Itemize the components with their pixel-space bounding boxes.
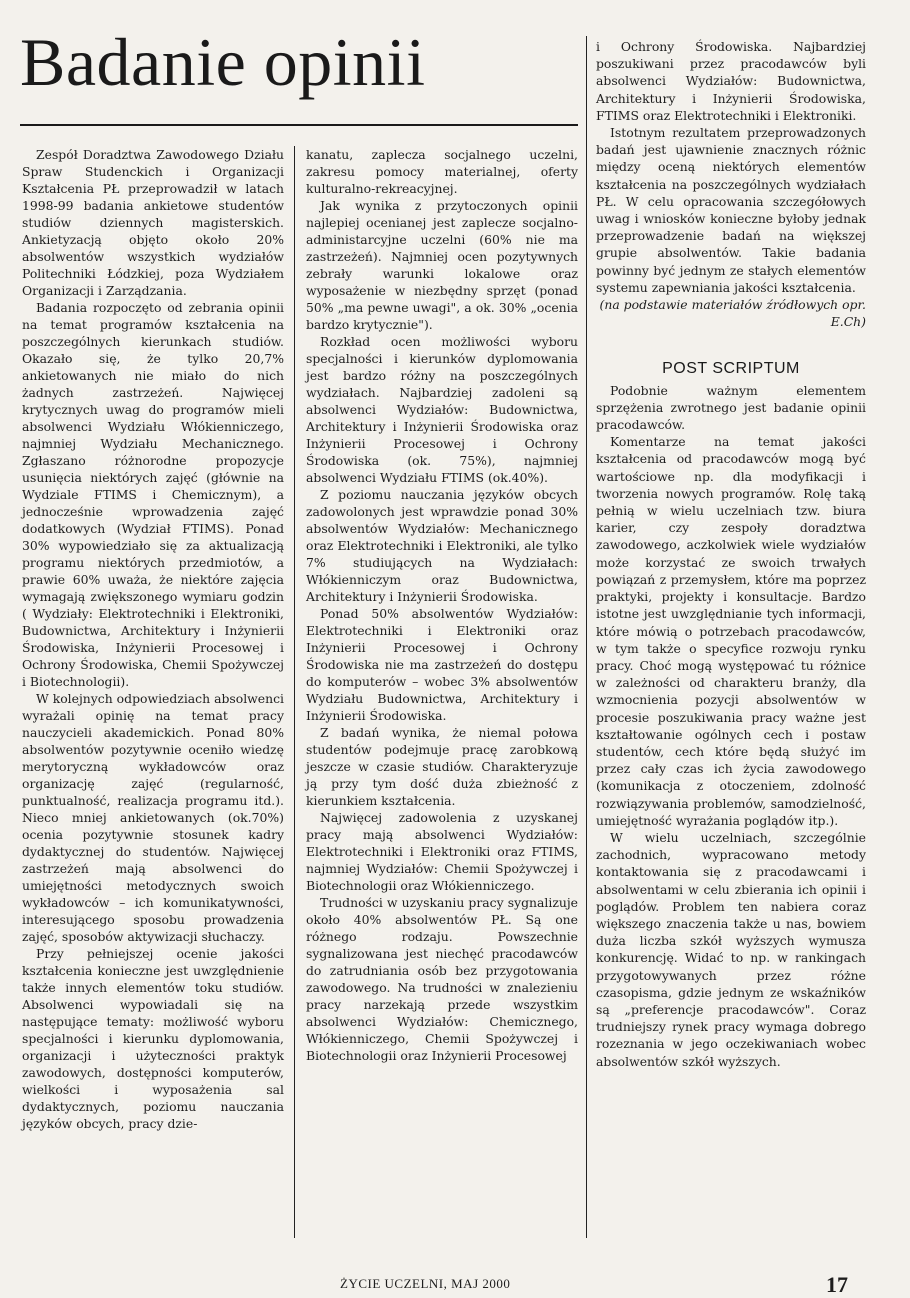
- paragraph: Podobnie ważnym elementem sprzężenia zwrotnego jest badanie opinii pracodawców.: [596, 382, 866, 433]
- column-divider-2: [586, 36, 587, 1238]
- paragraph: Najwięcej zadowolenia z uzyskanej pracy mają absolwenci Wydziałów: Elektrotechniki i Elektroniki oraz FTIMS, najmniej Wydziałów: Chemii Spożywczej i Biotechnologii oraz Włókienniczego.: [306, 810, 578, 893]
- paragraph: W kolejnych odpowiedziach absolwenci wyrażali opinię na temat pracy nauczycieli akademickich. Ponad 80% absolwentów pozytywnie oceniło wiedzę merytoryczną wykładowców oraz organizację zajęć (regularność, punktualność, realizacja programu itd.). Nieco mniej ankietowanych (ok.70%) ocenia pozytywnie stosunek kadry dydaktycznej do studentów. Najwięcej zastrzeżeń mają absolwenci do umiejętności metodycznych swoich wykładowców – ich komunikatywności, interesującego sposobu prowadzenia zajęć, sposobów aktywizacji słuchaczy.: [22, 691, 284, 944]
- source-credit: (na podstawie materiałów źródłowych opr. E.Ch): [599, 297, 866, 330]
- paragraph: Przy pełniejszej ocenie jakości kształcenia konieczne jest uwzględnienie także innych elementów toku studiów. Absolwenci wypowiadali się na następujące tematy: możliwość wyboru specjalności i kierunku dyplomowania, organizacji i użyteczności praktyk zawodowych, dostępności komputerów, wielkości i wyposażenia sal dydaktycznych, poziomu nauczania języków obcych, pracy dzie-: [22, 946, 284, 1131]
- column-3: [596, 38, 866, 1070]
- paragraph: Istotnym rezultatem przeprowadzonych badań jest ujawnienie znacznych różnic między oceną niektórych elementów kształcenia na poszczególnych wydziałach PŁ. W celu opracowania szczegółowych uwag i wniosków konieczne byłoby jednak przeprowadzenie badań na większej grupie absolwentów. Takie badania powinny być jednym ze stałych elementów systemu zapewniania jakości kształcenia.: [596, 125, 866, 295]
- column-1: [22, 146, 284, 1132]
- paragraph: Badania rozpoczęto od zebrania opinii na temat programów kształcenia na poszczególnych kierunkach studiów. Okazało się, że tylko 20,7% ankietowanych nie miało do nich żadnych zastrzeżeń. Najwięcej krytycznych uwag do programów mieli absolwenci Wydziału Włókienniczego, najmniej Wydziału Mechanicznego. Zgłaszano różnorodne propozycje usunięcia niektórych zajęć (głównie na Wydziale FTIMS i Chemicznym), a jednocześnie wprowadzenia zajęć dodatkowych (Wydział FTIMS). Ponad 30% wypowiedziało się za aktualizacją programu niektórych przedmiotów, a prawie 60% uważa, że niektóre zajęcia wymagają zwiększonego wymiaru godzin ( Wydziały: Elektrotechniki i Elektroniki, Budownictwa, Architektury i Inżynierii Środowiska, Inżynierii Procesowej i Ochrony Środowiska, Chemii Spożywczej i Biotechnologii).: [22, 300, 284, 689]
- paragraph: Rozkład ocen możliwości wyboru specjalności i kierunków dyplomowania jest bardzo różny na poszczególnych wydziałach. Najbardziej zadoleni są absolwenci Wydziałów: Budownictwa, Architektury i Inżynierii Środowiska oraz Inżynierii Procesowej i Ochrony Środowiska (ok. 75%), najmniej absolwenci Wydziału FTIMS (ok.40%).: [306, 334, 578, 485]
- publication-name: ŻYCIE UCZELNI, MAJ 2000: [340, 1276, 511, 1291]
- title-underline: [20, 124, 578, 126]
- paragraph: Z poziomu nauczania języków obcych zadowolonych jest wprawdzie ponad 30% absolwentów Wydziałów: Mechanicznego oraz Elektrotechniki i Elektroniki, ale tylko 7% studiujących na Wydziałach: Włókienniczym oraz Budownictwa, Architektury i Inżynierii Środowiska.: [306, 487, 578, 604]
- page-footer: [0, 1272, 910, 1297]
- column-2: [306, 146, 578, 1064]
- paragraph: Ponad 50% absolwentów Wydziałów: Elektrotechniki i Elektroniki oraz Inżynierii Procesowej i Ochrony Środowiska nie ma zastrzeżeń do dostępu do komputerów – wobec 3% absolwentów Wydziału Budownictwa, Architektury i Inżynierii Środowiska.: [306, 606, 578, 723]
- paragraph: kanatu, zaplecza socjalnego uczelni, zakresu pomocy materialnej, oferty kulturalno-rekreacyjnej.: [306, 147, 578, 196]
- paragraph: Jak wynika z przytoczonych opinii najlepiej ocenianej jest zaplecze socjalno-administarcyjne uczelni (60% nie ma zastrzeżeń). Najmniej ocen pozytywnych zebrały warunki lokalowe oraz wyposażenie w niezbędny sprzęt (ponad 50% „ma pewne uwagi", a ok. 30% „ocenia bardzo krytycznie").: [306, 198, 578, 332]
- page-number: 17: [826, 1272, 848, 1297]
- paragraph: Trudności w uzyskaniu pracy sygnalizuje około 40% absolwentów PŁ. Są one różnego rodzaju. Powszechnie sygnalizowana jest niechęć pracodawców do zatrudniania osób bez przygotowania zawodowego. Na trudności w znalezieniu pracy narzekają przede wszystkim absolwenci Wydziałów: Chemicznego, Włókienniczego, Chemii Spożywczej i Biotechnologii oraz Inżynierii Procesowej: [306, 895, 578, 1063]
- article-title: Badanie opinii: [20, 24, 426, 100]
- paragraph: Z badań wynika, że niemal połowa studentów podejmuje pracę zarobkową jeszcze w czasie studiów. Charakteryzuje ją przy tym dość duża zbieżność z kierunkiem kształcenia.: [306, 725, 578, 808]
- paragraph: Komentarze na temat jakości kształcenia od pracodawców mogą być wartościowe np. dla modyfikacji i tworzenia nowych programów. Rolę taką pełnią w wielu uczelniach tzw. biura karier, czy zespoły doradztwa zawodowego, aczkolwiek wiele wydziałów może korzystać ze swoich trwałych powiązań z przemysłem, które ma poprzez praktyki, projekty i konsultacje. Bardzo istotne jest uwzględnianie tych informacji, które mówią o potrzebach pracodawców, w tym także o specyfice rozwoju rynku pracy. Choć mogą występować tu różnice w zależności od charakteru branży, dla wzmocnienia pozycji absolwentów w procesie poszukiwania pracy ważne jest kształtowanie ogólnych cech i postaw studentów, cech które będą służyć im przez cały czas ich życia zawodowego (komunikacja z otoczeniem, zdolność rozwiązywania problemów, samodzielność, umiejętność wyrażania poglądów itp.).: [596, 434, 866, 828]
- paragraph: Zespół Doradztwa Zawodowego Działu Spraw Studenckich i Organizacji Kształcenia PŁ przeprowadził w latach 1998-99 badania ankietowe studentów studiów dziennych magisterskich. Ankietyzacją objęto około 20% absolwentów wszystkich wydziałów Politechniki Łódzkiej, poza Wydziałem Organizacji i Zarządzania.: [22, 147, 284, 298]
- post-scriptum-heading: POST SCRIPTUM: [662, 360, 800, 378]
- paragraph: i Ochrony Środowiska. Najbardziej poszukiwani przez pracodawców byli absolwenci Wydziałów: Budownictwa, Architektury i Inżynierii Środowiska, FTIMS oraz Elektrotechniki i Elektroniki.: [596, 39, 866, 123]
- background-headline-glyphs: [470, 62, 492, 159]
- paragraph: W wielu uczelniach, szczególnie zachodnich, wypracowano metody kontaktowania się z pracodawcami i absolwentami w celu zbierania ich opinii i poglądów. Problem ten nabiera coraz większego znaczenia także u nas, bowiem duża liczba szkół wyższych wymusza konkurencję. Widać to np. w rankingach przygotowywanych przez różne czasopisma, gdzie jednym ze wskaźników są „preferencje pracodawców". Coraz trudniejszy rynek pracy wymaga dobrego rozeznania w jego oczekiwaniach wobec absolwentów szkół wyższych.: [596, 829, 866, 1069]
- column-divider-1: [294, 146, 295, 1238]
